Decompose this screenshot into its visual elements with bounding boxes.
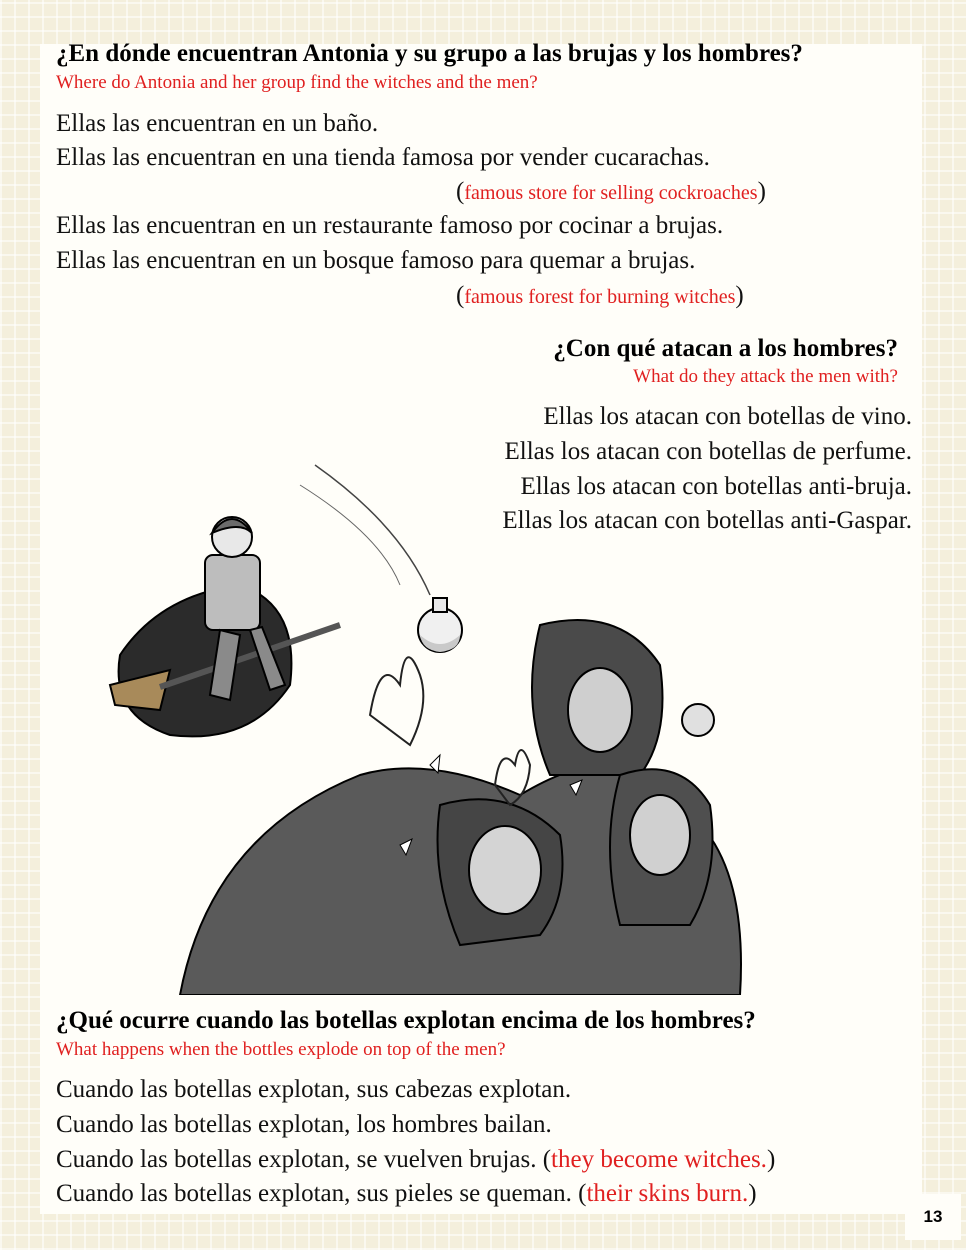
answer-3d-translation: their skins burn. — [586, 1180, 749, 1207]
question-1-translation: Where do Antonia and her group find the witches and the men? — [56, 72, 538, 93]
answer-1c[interactable]: Ellas las encuentran en un restaurante famoso por cocinar a brujas. — [56, 212, 724, 239]
question-3: ¿Qué ocurre cuando las botellas explotan encima de los hombres? — [56, 1007, 756, 1034]
answer-1a[interactable]: Ellas las encuentran en un baño. — [56, 110, 379, 137]
answer-1d-translation: famous forest for burning witches — [464, 286, 736, 308]
question-2-translation: What do they attack the men with? — [633, 366, 898, 387]
witch-body — [205, 555, 260, 630]
question-2: ¿Con qué atacan a los hombres? — [553, 335, 898, 362]
answer-3a[interactable]: Cuando las botellas explotan, sus cabezas explotan. — [56, 1076, 572, 1103]
answer-3d[interactable]: Cuando las botellas explotan, sus pieles se queman. (their skins burn.) — [56, 1180, 757, 1207]
answer-2d[interactable]: Ellas los atacan con botellas anti-Gaspar. — [502, 507, 912, 534]
raised-fist — [682, 704, 714, 736]
face-right-man — [630, 795, 690, 875]
face-center-man — [469, 826, 541, 914]
answer-3b[interactable]: Cuando las botellas explotan, los hombres bailan. — [56, 1111, 552, 1138]
answer-2c[interactable]: Ellas los atacan con botellas anti-bruja. — [520, 473, 912, 500]
answer-3c-text: Cuando las botellas explotan, se vuelven brujas. ( — [56, 1146, 552, 1173]
bottle-neck — [433, 598, 447, 612]
answer-3c-translation: they become witches. — [551, 1146, 767, 1173]
answer-1b-translation: famous store for selling cockroaches — [464, 182, 758, 204]
answer-2a[interactable]: Ellas los atacan con botellas de vino. — [543, 403, 912, 430]
answer-1b-note: (famous store for selling cockroaches) — [456, 178, 766, 205]
answer-3d-text: Cuando las botellas explotan, sus pieles se queman. ( — [56, 1180, 587, 1207]
face-back-man — [568, 668, 632, 752]
answer-1d[interactable]: Ellas las encuentran en un bosque famoso para quemar a brujas. — [56, 247, 696, 274]
answer-1b[interactable]: Ellas las encuentran en una tienda famosa por vender cucarachas. — [56, 144, 710, 171]
throw-arc — [315, 465, 430, 595]
answer-2b[interactable]: Ellas los atacan con botellas de perfume. — [504, 438, 912, 465]
question-1: ¿En dónde encuentran Antonia y su grupo a las brujas y los hombres? — [56, 40, 803, 67]
question-3-translation: What happens when the bottles explode on top of the men? — [56, 1039, 506, 1060]
answer-3c[interactable]: Cuando las botellas explotan, se vuelven brujas. (they become witches.) — [56, 1146, 776, 1173]
answer-1d-note: (famous forest for burning witches) — [456, 282, 744, 309]
comic-illustration — [100, 455, 770, 995]
throw-arc-2 — [300, 485, 400, 585]
flame — [370, 657, 423, 745]
page-number: 13 — [905, 1194, 961, 1240]
